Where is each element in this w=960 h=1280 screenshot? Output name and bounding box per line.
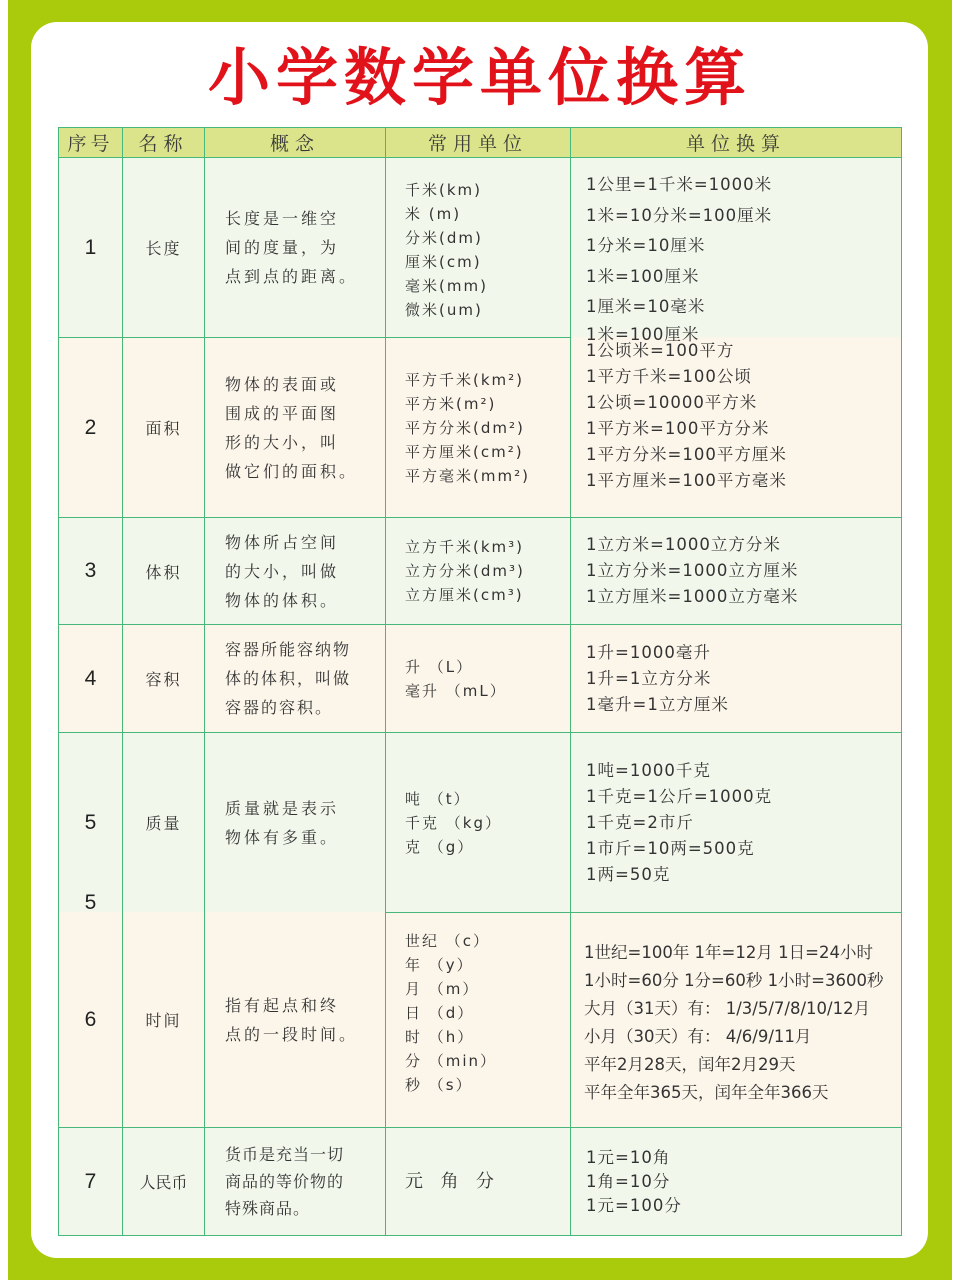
row2-conversions: 1公顷米=100平方 1平方千米=100公顷 1公顷=10000平方米 1平方米=100平方分米 1平方分米=100平方厘米 1平方厘米=100平方毫米 — [570, 337, 902, 518]
row2-units: 平方千米(km²) 平方米(m²) 平方分米(dm²) 平方厘米(cm²) 平方毫米(mm²) — [385, 337, 571, 518]
row6-conversions: 1世纪=100年 1年=12月 1日=24小时 1小时=60分 1分=60秒 1小时=3600秒 大月（31天）有： 1/3/5/7/8/10/12月 小月（30天）有： 4/6/9/11月 平年2月28天，闰年2月29天 平年全年365天，闰年全年366天 — [570, 912, 902, 1128]
row5-index-cell — [58, 732, 123, 912]
header-index: 序号 — [58, 127, 123, 158]
row1-units: 千米(km) 米 (m) 分米(dm) 厘米(cm) 毫米(mm) 微米(um) — [385, 157, 571, 338]
row7-name: 人民币 — [122, 1127, 205, 1236]
row7-units: 元 角 分 — [385, 1127, 571, 1236]
row3-name: 体积 — [122, 517, 205, 625]
row1-conversion-overflow: 1米=100厘米 — [586, 325, 700, 344]
row3-index: 3 — [58, 517, 123, 625]
header-concept: 概念 — [204, 127, 386, 158]
row1-concept: 长度是一维空 间的度量，为 点到点的距离。 — [204, 157, 386, 338]
row2-concept: 物体的表面或 围成的平面图 形的大小，叫 做它们的面积。 — [204, 337, 386, 518]
row4-concept: 容器所能容纳物 体的体积，叫做 容器的容积。 — [204, 624, 386, 733]
row3-units: 立方千米(km³) 立方分米(dm³) 立方厘米(cm³) — [385, 517, 571, 625]
row2-name: 面积 — [122, 337, 205, 518]
row3-conversions: 1立方米=1000立方分米 1立方分米=1000立方厘米 1立方厘米=1000立方毫米 — [570, 517, 902, 625]
row5-conversions: 1吨=1000千克 1千克=1公斤=1000克 1千克=2市斤 1市斤=10两=500克 1两=50克 — [570, 732, 902, 913]
row4-name: 容积 — [122, 624, 205, 733]
page-title: 小学数学单位换算 — [207, 41, 752, 114]
row6-concept: 指有起点和终 点的一段时间。 — [204, 912, 386, 1128]
row7-index: 7 — [58, 1127, 123, 1236]
row3-concept: 物体所占空间 的大小，叫做 物体的体积。 — [204, 517, 386, 625]
row4-index: 4 — [58, 624, 123, 733]
row7-concept: 货币是充当一切 商品的等价物的 特殊商品。 — [204, 1127, 386, 1236]
row1-name: 长度 — [122, 157, 205, 338]
row5-units: 吨 （t） 千克 （kg） 克 （g） — [385, 732, 571, 913]
row1-conversions: 1公里=1千米=1000米 1米=10分米=100厘米 1分米=10厘米 1米=100厘米 1厘米=10毫米 — [570, 157, 902, 338]
row5-name: 质量 — [122, 732, 205, 912]
row2-index: 2 — [58, 337, 123, 518]
header-conversions: 单位换算 — [570, 127, 902, 158]
row5-index-duplicate: 5 — [84, 891, 97, 914]
row1-index: 1 — [58, 157, 123, 338]
row6-name: 时间 — [122, 912, 205, 1128]
row6-units: 世纪 （c） 年 （y） 月 （m） 日 （d） 时 （h） 分 （min） 秒 （s） — [385, 912, 571, 1128]
header-units: 常用单位 — [385, 127, 571, 158]
row5-concept: 质量就是表示 物体有多重。 — [204, 732, 386, 912]
header-name: 名称 — [122, 127, 205, 158]
row6-index: 6 — [58, 912, 123, 1128]
row7-conversions: 1元=10角 1角=10分 1元=100分 — [570, 1127, 902, 1236]
row4-units: 升 （L） 毫升 （mL） — [385, 624, 571, 733]
row5-index: 5 — [84, 811, 97, 834]
row4-conversions: 1升=1000毫升 1升=1立方分米 1毫升=1立方厘米 — [570, 624, 902, 733]
